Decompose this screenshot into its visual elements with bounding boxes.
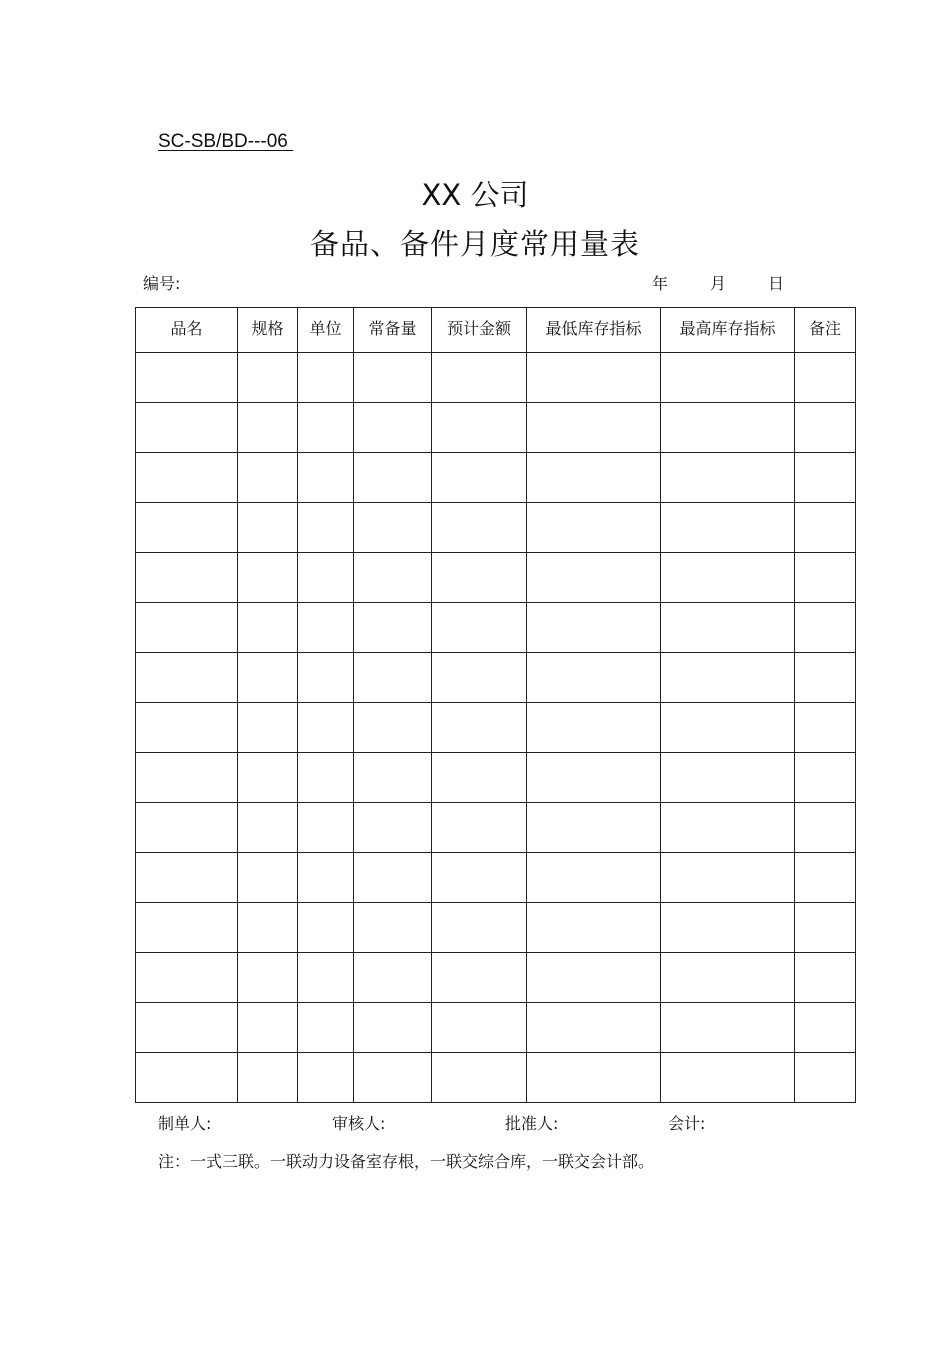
table-cell[interactable] — [354, 603, 432, 653]
table-cell[interactable] — [527, 553, 661, 603]
table-cell[interactable] — [298, 853, 354, 903]
table-cell[interactable] — [795, 453, 856, 503]
table-cell[interactable] — [527, 903, 661, 953]
table-cell[interactable] — [298, 503, 354, 553]
table-cell[interactable] — [527, 703, 661, 753]
table-cell[interactable] — [432, 403, 527, 453]
table-cell[interactable] — [298, 353, 354, 403]
table-cell[interactable] — [298, 453, 354, 503]
table-cell[interactable] — [795, 653, 856, 703]
table-cell[interactable] — [354, 1003, 432, 1053]
table-row — [136, 853, 856, 903]
table-row — [136, 1003, 856, 1053]
column-header-min-stock: 最低库存指标 — [527, 308, 661, 353]
table-cell[interactable] — [432, 503, 527, 553]
table-cell[interactable] — [238, 753, 298, 803]
table-cell[interactable] — [795, 853, 856, 903]
table-cell[interactable] — [354, 753, 432, 803]
serial-number-label: 编号: — [143, 274, 181, 293]
table-cell[interactable] — [432, 353, 527, 403]
table-cell[interactable] — [298, 653, 354, 703]
table-cell[interactable] — [136, 753, 238, 803]
table-cell[interactable] — [354, 703, 432, 753]
table-row — [136, 753, 856, 803]
table-cell[interactable] — [298, 953, 354, 1003]
table-cell[interactable] — [136, 453, 238, 503]
table-row — [136, 603, 856, 653]
reviewer-label: 审核人: — [332, 1114, 386, 1133]
table-cell[interactable] — [136, 603, 238, 653]
table-cell[interactable] — [136, 503, 238, 553]
table-cell[interactable] — [795, 1003, 856, 1053]
table-cell[interactable] — [298, 903, 354, 953]
table-cell[interactable] — [136, 353, 238, 403]
table-row — [136, 453, 856, 503]
table-cell[interactable] — [136, 903, 238, 953]
table-cell[interactable] — [795, 753, 856, 803]
table-cell[interactable] — [238, 553, 298, 603]
table-cell[interactable] — [795, 353, 856, 403]
table-row — [136, 353, 856, 403]
table-cell[interactable] — [432, 903, 527, 953]
date-day-label: 日 — [768, 274, 785, 293]
accountant-label: 会计: — [668, 1114, 706, 1133]
table-cell[interactable] — [238, 703, 298, 753]
table-cell[interactable] — [136, 1053, 238, 1103]
table-cell[interactable] — [354, 653, 432, 703]
table-cell[interactable] — [298, 703, 354, 753]
table-cell[interactable] — [136, 703, 238, 753]
table-cell[interactable] — [354, 953, 432, 1003]
table-cell[interactable] — [661, 603, 795, 653]
table-row — [136, 703, 856, 753]
date-year-label: 年 — [652, 274, 669, 293]
table-cell[interactable] — [354, 353, 432, 403]
table-cell[interactable] — [432, 603, 527, 653]
table-cell[interactable] — [795, 903, 856, 953]
table-cell[interactable] — [795, 953, 856, 1003]
table-cell[interactable] — [795, 703, 856, 753]
table-header-row — [136, 308, 856, 353]
table-cell[interactable] — [238, 953, 298, 1003]
table-cell[interactable] — [432, 653, 527, 703]
table-cell[interactable] — [238, 603, 298, 653]
table-cell[interactable] — [136, 553, 238, 603]
table-cell[interactable] — [432, 853, 527, 903]
table-cell[interactable] — [432, 1053, 527, 1103]
table-cell[interactable] — [298, 803, 354, 853]
table-cell[interactable] — [661, 453, 795, 503]
table-cell[interactable] — [661, 503, 795, 553]
table-cell[interactable] — [298, 553, 354, 603]
table-cell[interactable] — [661, 653, 795, 703]
table-cell[interactable] — [238, 903, 298, 953]
table-cell[interactable] — [354, 503, 432, 553]
table-cell[interactable] — [661, 353, 795, 403]
column-header-name: 品名 — [136, 308, 238, 353]
date-month-label: 月 — [710, 274, 727, 293]
table-row — [136, 503, 856, 553]
table-cell[interactable] — [661, 703, 795, 753]
table-cell[interactable] — [354, 553, 432, 603]
approver-label: 批准人: — [505, 1114, 559, 1133]
column-header-estimated-amount: 预计金额 — [432, 308, 527, 353]
table-cell[interactable] — [795, 403, 856, 453]
table-cell[interactable] — [136, 403, 238, 453]
table-cell[interactable] — [136, 803, 238, 853]
table-cell[interactable] — [354, 453, 432, 503]
table-row — [136, 403, 856, 453]
table-cell[interactable] — [661, 403, 795, 453]
table-cell[interactable] — [527, 403, 661, 453]
footnote: 注：一式三联。一联动力设备室存根，一联交综合库，一联交会计部。 — [158, 1152, 655, 1171]
table-cell[interactable] — [432, 703, 527, 753]
column-header-unit: 单位 — [298, 308, 354, 353]
table-cell[interactable] — [238, 653, 298, 703]
table-cell[interactable] — [527, 853, 661, 903]
table-cell[interactable] — [795, 503, 856, 553]
table-cell[interactable] — [298, 403, 354, 453]
table-cell[interactable] — [238, 1053, 298, 1103]
table-cell[interactable] — [238, 403, 298, 453]
table-cell[interactable] — [527, 453, 661, 503]
inventory-table — [135, 307, 856, 1103]
table-cell[interactable] — [238, 453, 298, 503]
table-cell[interactable] — [795, 803, 856, 853]
table-cell[interactable] — [795, 603, 856, 653]
table-cell[interactable] — [354, 403, 432, 453]
table-cell[interactable] — [432, 1003, 527, 1053]
table-cell[interactable] — [527, 1053, 661, 1103]
table-cell[interactable] — [661, 753, 795, 803]
table-cell[interactable] — [136, 653, 238, 703]
table-cell[interactable] — [238, 803, 298, 853]
table-row — [136, 1053, 856, 1103]
table-cell[interactable] — [527, 503, 661, 553]
table-cell[interactable] — [432, 803, 527, 853]
table-cell[interactable] — [298, 603, 354, 653]
table-cell[interactable] — [527, 803, 661, 853]
table-cell[interactable] — [298, 1053, 354, 1103]
company-name: XX 公司 — [421, 178, 529, 212]
column-header-standard-qty: 常备量 — [354, 308, 432, 353]
table-cell[interactable] — [238, 1003, 298, 1053]
table-row — [136, 953, 856, 1003]
table-cell[interactable] — [527, 603, 661, 653]
table-cell[interactable] — [795, 1053, 856, 1103]
table-cell[interactable] — [527, 353, 661, 403]
table-cell[interactable] — [661, 853, 795, 903]
table-row — [136, 653, 856, 703]
table-cell[interactable] — [354, 853, 432, 903]
table-cell[interactable] — [432, 553, 527, 603]
maker-label: 制单人: — [158, 1114, 212, 1133]
date-line — [652, 274, 784, 294]
table-row — [136, 803, 856, 853]
table-cell[interactable] — [795, 553, 856, 603]
table-cell[interactable] — [432, 953, 527, 1003]
table-cell[interactable] — [661, 803, 795, 853]
table-cell[interactable] — [661, 553, 795, 603]
table-body — [136, 353, 856, 1103]
table-cell[interactable] — [661, 1003, 795, 1053]
table-cell[interactable] — [432, 753, 527, 803]
table-cell[interactable] — [136, 1003, 238, 1053]
table-cell[interactable] — [432, 453, 527, 503]
table-cell[interactable] — [527, 753, 661, 803]
document-code: SC-SB/BD---06 — [158, 131, 294, 152]
table-cell[interactable] — [527, 1003, 661, 1053]
table-cell[interactable] — [298, 753, 354, 803]
table-cell[interactable] — [238, 503, 298, 553]
table-cell[interactable] — [298, 1003, 354, 1053]
table-cell[interactable] — [527, 953, 661, 1003]
table-cell[interactable] — [354, 903, 432, 953]
table-row — [136, 553, 856, 603]
table-cell[interactable] — [354, 1053, 432, 1103]
form-title: 备品、备件月度常用量表 — [309, 227, 640, 261]
table-cell[interactable] — [238, 353, 298, 403]
column-header-spec: 规格 — [238, 308, 298, 353]
table-cell[interactable] — [661, 953, 795, 1003]
table-cell[interactable] — [136, 853, 238, 903]
table-cell[interactable] — [661, 1053, 795, 1103]
table-cell[interactable] — [527, 653, 661, 703]
table-cell[interactable] — [136, 953, 238, 1003]
table-cell[interactable] — [238, 853, 298, 903]
table-row — [136, 903, 856, 953]
table-cell[interactable] — [661, 903, 795, 953]
column-header-max-stock: 最高库存指标 — [661, 308, 795, 353]
column-header-remarks: 备注 — [795, 308, 856, 353]
table-cell[interactable] — [354, 803, 432, 853]
